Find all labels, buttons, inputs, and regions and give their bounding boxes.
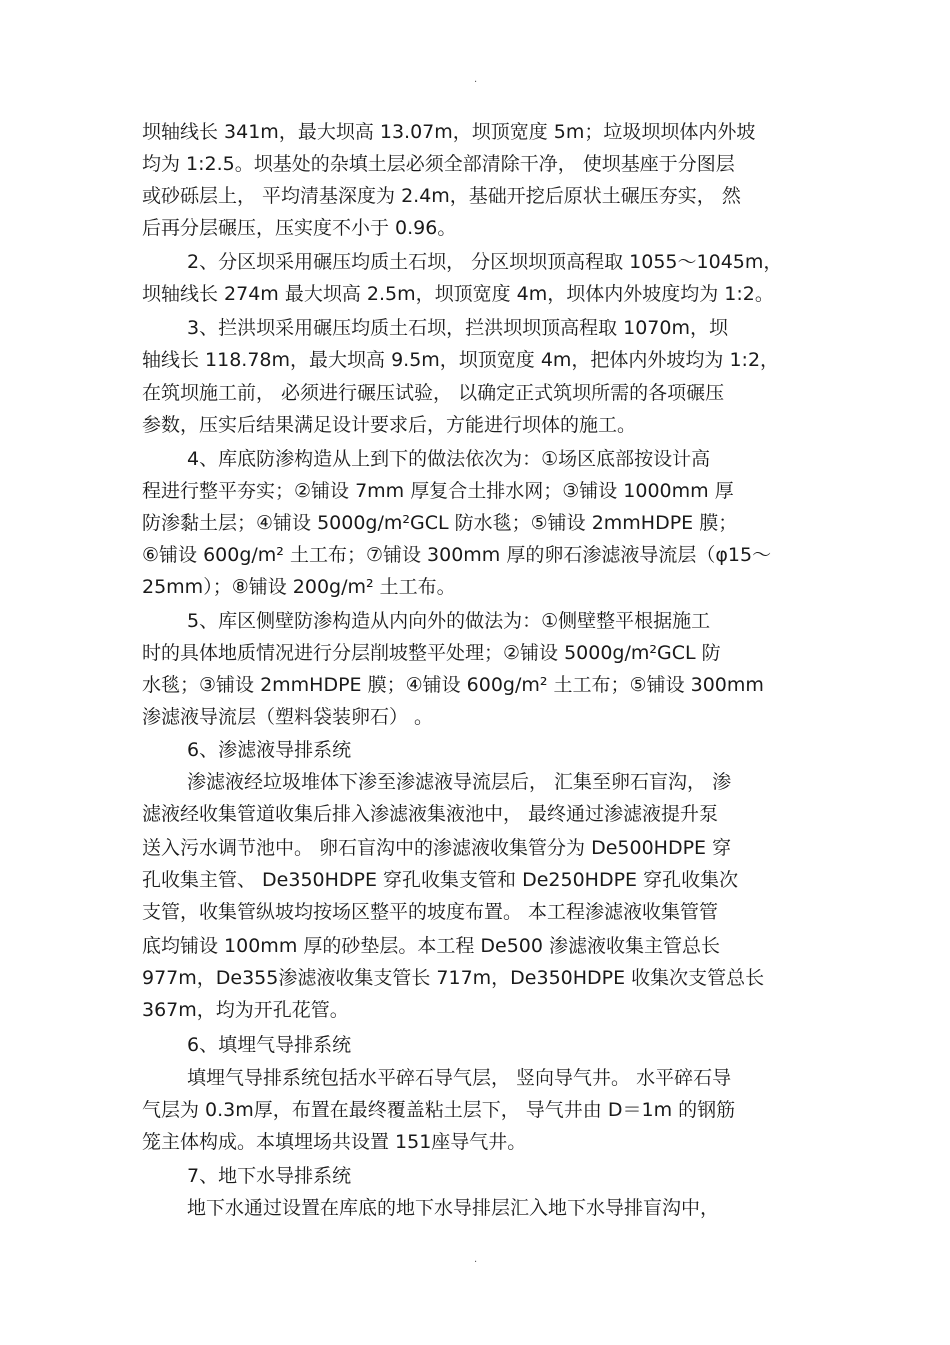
text-line: 气层为 0.3m厚，布置在最终覆盖粘土层下， 导气井由 D＝1m 的钢筋 bbox=[142, 1099, 736, 1121]
text-line: 送入污水调节池中。 卵石盲沟中的渗滤液收集管分为 De500HDPE 穿 bbox=[142, 837, 732, 859]
text-line: ⑥铺设 600g/m² 土工布；⑦铺设 300mm 厚的卵石渗滤液导流层（φ15～ bbox=[142, 544, 772, 566]
text-line: 底均铺设 100mm 厚的砂垫层。本工程 De500 渗滤液收集主管总长 bbox=[142, 935, 721, 957]
text-line: 支管，收集管纵坡均按场区整平的坡度布置。 本工程渗滤液收集管管 bbox=[142, 901, 719, 923]
text-line: 均为 1:2.5。坝基处的杂填土层必须全部清除干净， 使坝基座于分图层 bbox=[142, 153, 735, 175]
text-line: 7、地下水导排系统 bbox=[187, 1165, 352, 1187]
text-line: 坝轴线长 274m 最大坝高 2.5m，坝顶宽度 4m，坝体内外坡度均为 1:2。 bbox=[142, 283, 774, 305]
text-line: 防渗黏土层；④铺设 5000g/m²GCL 防水毯；⑤铺设 2mmHDPE 膜； bbox=[142, 512, 738, 534]
text-line: 5、库区侧壁防渗构造从内向外的做法为：①侧壁整平根据施工 bbox=[187, 610, 711, 632]
text-line: 在筑坝施工前， 必须进行碾压试验， 以确定正式筑坝所需的各项碾压 bbox=[142, 382, 725, 404]
text-line: 滤液经收集管道收集后排入渗滤液集液池中， 最终通过渗滤液提升泵 bbox=[142, 803, 719, 825]
page-footer-mark: · bbox=[474, 1257, 478, 1268]
text-line: 后再分层碾压，压实度不小于 0.96。 bbox=[142, 217, 457, 239]
text-line: 水毯；③铺设 2mmHDPE 膜；④铺设 600g/m² 土工布；⑤铺设 300mm bbox=[142, 674, 764, 696]
text-line: 或砂砾层上， 平均清基深度为 2.4m，基础开挖后原状土碾压夯实， 然 bbox=[142, 185, 741, 207]
text-line: 25mm）；⑧铺设 200g/m² 土工布。 bbox=[142, 576, 456, 598]
text-line: 轴线长 118.78m，最大坝高 9.5m，坝顶宽度 4m，把体内外坡均为 1:2， bbox=[142, 349, 780, 371]
page-header-mark: · bbox=[474, 77, 478, 88]
text-line: 坝轴线长 341m，最大坝高 13.07m，坝顶宽度 5m；垃圾坝坝体内外坡 bbox=[142, 121, 756, 143]
text-line: 孔收集主管、 De350HDPE 穿孔收集支管和 De250HDPE 穿孔收集次 bbox=[142, 869, 739, 891]
text-line: 6、渗滤液导排系统 bbox=[187, 739, 352, 761]
text-line: 笼主体构成。本填埋场共设置 151座导气井。 bbox=[142, 1131, 527, 1153]
text-line: 渗滤液经垃圾堆体下渗至渗滤液导流层后， 汇集至卵石盲沟， 渗 bbox=[187, 771, 732, 793]
text-line: 2、分区坝采用碾压均质土石坝， 分区坝坝顶高程取 1055～1045m， bbox=[187, 251, 783, 273]
text-line: 渗滤液导流层（塑料袋装卵石） 。 bbox=[142, 706, 434, 728]
text-line: 填埋气导排系统包括水平碎石导气层， 竖向导气井。 水平碎石导 bbox=[187, 1067, 732, 1089]
text-line: 时的具体地质情况进行分层削坡整平处理；②铺设 5000g/m²GCL 防 bbox=[142, 642, 721, 664]
text-line: 367m，均为开孔花管。 bbox=[142, 999, 349, 1021]
text-line: 参数，压实后结果满足设计要求后，方能进行坝体的施工。 bbox=[142, 414, 637, 436]
text-line: 4、库底防渗构造从上到下的做法依次为：①场区底部按设计高 bbox=[187, 448, 711, 470]
text-line: 3、拦洪坝采用碾压均质土石坝，拦洪坝坝顶高程取 1070m，坝 bbox=[187, 317, 728, 339]
text-line: 977m，De355渗滤液收集支管长 717m，De350HDPE 收集次支管总长 bbox=[142, 967, 765, 989]
text-line: 地下水通过设置在库底的地下水导排层汇入地下水导排盲沟中， bbox=[187, 1197, 720, 1219]
text-line: 6、填埋气导排系统 bbox=[187, 1034, 352, 1056]
text-line: 程进行整平夯实；②铺设 7mm 厚复合土排水网；③铺设 1000mm 厚 bbox=[142, 480, 734, 502]
